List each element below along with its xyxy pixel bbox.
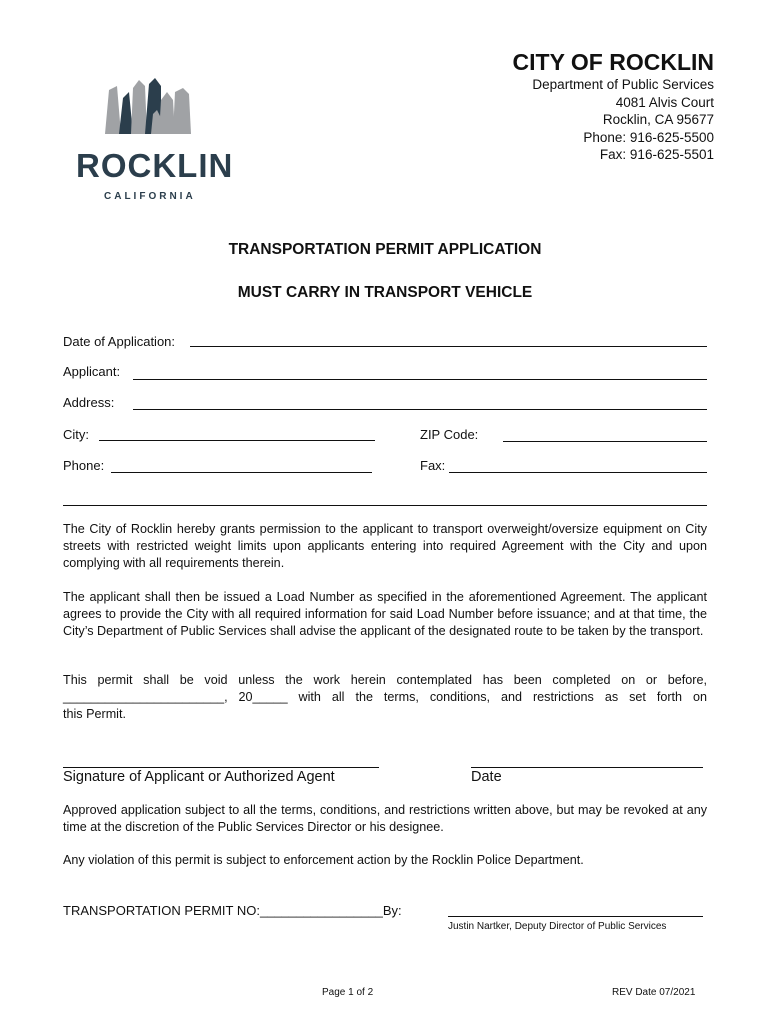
address-label: Address: — [63, 395, 115, 410]
fax-field[interactable] — [449, 472, 707, 473]
zip-code-field[interactable] — [503, 441, 707, 442]
zip-code-label: ZIP Code: — [420, 427, 479, 442]
city-name: CITY OF ROCKLIN — [512, 49, 714, 75]
signature-label: Signature of Applicant or Authorized Agent — [63, 769, 335, 785]
city-label: City: — [63, 427, 89, 442]
fax-label: Fax: — [420, 458, 446, 473]
applicant-label: Applicant: — [63, 364, 121, 379]
load-number-paragraph: The applicant shall then be issued a Load Number as specified in the aforementioned Agreement. The applicant agrees to provide the City with all required information for said Load Number before issuance; and at that time, the City’s Department of Public Services shall advise the applicant of the designated route to be taken by the transport. — [63, 590, 707, 638]
approver-signature-line[interactable] — [448, 916, 703, 917]
date-of-application-label: Date of Application: — [63, 334, 176, 349]
violation-paragraph: Any violation of this permit is subject to enforcement action by the Rocklin Police Department. — [63, 853, 584, 867]
applicant-field[interactable] — [133, 379, 707, 380]
void-clause-line2: _______________________, 20_____ with all the terms, conditions, and restrictions as set forth on — [63, 690, 707, 704]
department: Department of Public Services — [532, 77, 714, 92]
rocklin-logo — [76, 74, 234, 206]
void-clause-line1: This permit shall be void unless the work herein contemplated has been completed on or before, — [63, 673, 707, 687]
date-signature-line[interactable] — [471, 767, 703, 768]
date-of-application-field[interactable] — [190, 346, 707, 347]
city-field[interactable] — [99, 440, 375, 441]
phone-field[interactable] — [111, 472, 372, 473]
void-clause-paragraph — [63, 672, 707, 723]
rocklin-rocks-icon — [103, 74, 193, 136]
permission-paragraph: The City of Rocklin hereby grants permission to the applicant to transport overweight/oversize equipment on City streets with restricted weight limits upon applicants entering into required Agreement with the City and upon complying with all requirements therein. — [63, 522, 707, 570]
phone-label: Phone: — [63, 458, 105, 473]
form-subtitle: MUST CARRY IN TRANSPORT VEHICLE — [237, 284, 533, 301]
permit-number-label: TRANSPORTATION PERMIT NO:_________________By: — [63, 903, 402, 918]
phone-number: Phone: 916-625-5500 — [583, 129, 714, 145]
logo-wordmark: ROCKLIN — [76, 147, 234, 184]
street-address: 4081 Alvis Court — [615, 94, 714, 110]
section-divider — [63, 505, 707, 506]
address-field[interactable] — [133, 409, 707, 410]
letterhead — [513, 48, 714, 164]
city-state-zip: Rocklin, CA 95677 — [602, 112, 714, 127]
form-title: TRANSPORTATION PERMIT APPLICATION — [228, 241, 542, 258]
revision-date: REV Date 07/2021 — [612, 987, 696, 998]
approver-name: Justin Nartker, Deputy Director of Public Services — [448, 921, 667, 932]
void-clause-line3: this Permit. — [63, 707, 126, 721]
approval-paragraph: Approved application subject to all the terms, conditions, and restrictions written above, but may be revoked at any time at the discretion of the Public Services Director or his designee. — [63, 803, 707, 834]
page-number: Page 1 of 2 — [322, 987, 374, 998]
date-signature-label: Date — [471, 769, 502, 785]
logo-subtitle: CALIFORNIA — [104, 191, 196, 202]
signature-line[interactable] — [63, 767, 379, 768]
fax-number: Fax: 916-625-5501 — [599, 147, 714, 162]
